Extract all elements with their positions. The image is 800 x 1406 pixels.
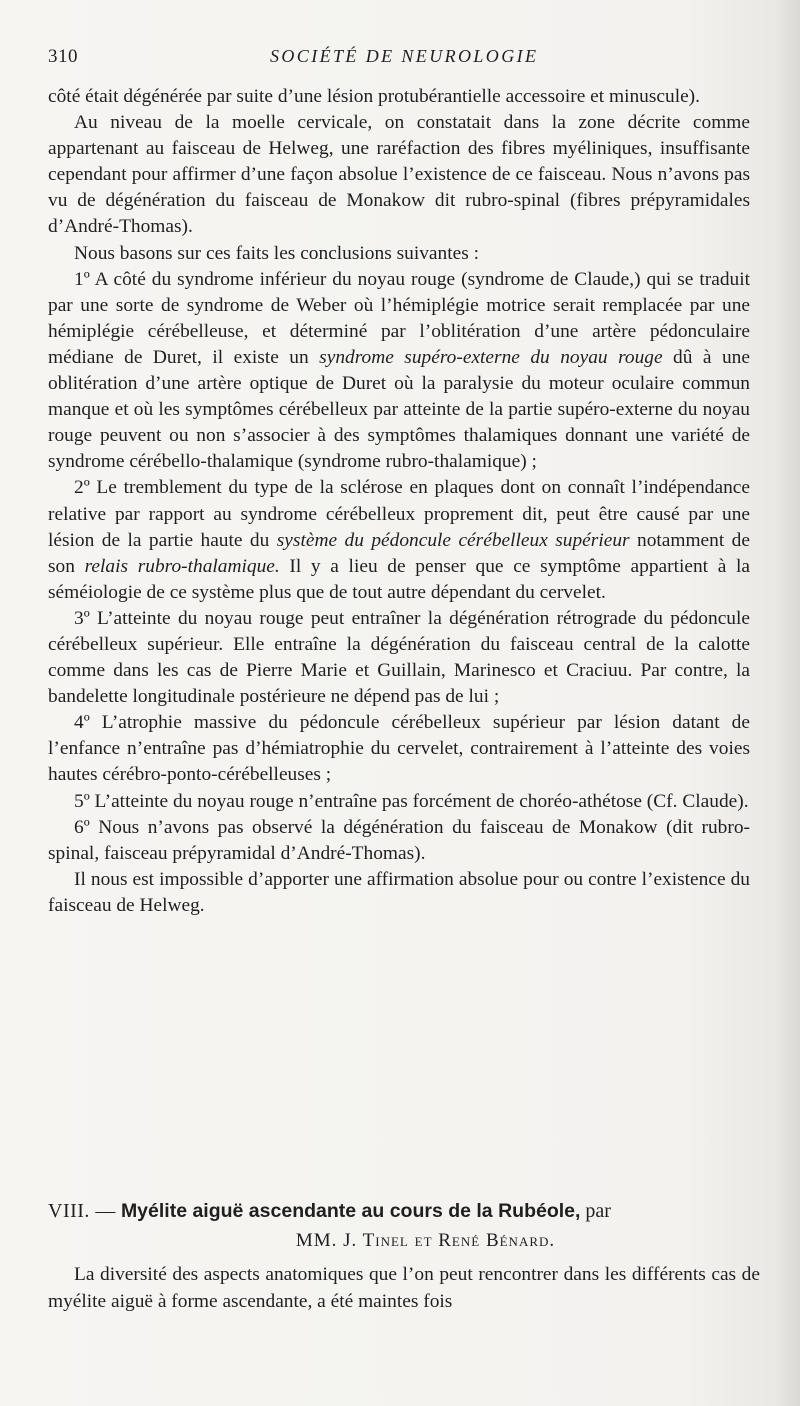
conclusion-6: 6º Nous n’avons pas observé la dégénération du faisceau de Monakow (dit rubro-spinal, faisceau prépyramidal d’André-Thomas).: [48, 816, 750, 864]
conclusion-4: 4º L’atrophie massive du pédoncule cérébelleux supérieur par lésion datant de l’enfance n’entraîne pas d’hémiatrophie du cervelet, contrairement à l’atteinte des voies hautes cérébro-ponto-cérébelleuses ;: [48, 712, 750, 786]
conclusion-1: [48, 267, 750, 476]
conclusion-1-italic: syndrome supéro-externe du noyau rouge: [319, 346, 663, 368]
conclusion-2-italic: système du pédoncule cérébelleux supérieur: [276, 529, 630, 551]
conclusion-2-italic-relais: relais rubro-thalamique.: [84, 555, 280, 577]
section-number: VIII. —: [48, 1200, 116, 1222]
section-authors: MM. J. Tinel et René Bénard.: [295, 1230, 556, 1251]
section-title-line: [48, 1196, 763, 1226]
paragraph: Au niveau de la moelle cervicale, on constatait dans la zone décrite comme appartenant au faisceau de Helweg, une raréfaction des fibres myéliniques, insuffisante cependant pour affirmer d’une façon absolue l’existence de ce faisceau. Nous n’avons pas vu de dégénération du faisceau de Monakow dit rubro-spinal (fibres prépyramidales d’André-Thomas).: [48, 112, 750, 238]
paragraph: Nous basons sur ces faits les conclusions suivantes :: [74, 242, 479, 264]
conclusion-1-text: 1º A côté du syndrome inférieur du noyau rouge (syndrome de Claude,) qui se traduit par une sorte de syndrome de Weber où l’hémiplégie motrice serait remplacée par une hémiplégie cérébelleuse, et déterminé par l’oblitération d’une artère pédonculaire médiane de Duret, il existe un: [48, 268, 750, 368]
conclusion-2: [48, 475, 750, 605]
conclusion-5: 5º L’atteinte du noyau rouge n’entraîne pas forcément de choréo-athétose (Cf. Claude).: [74, 790, 749, 812]
conclusion-2-mid: notamment de son: [48, 529, 750, 577]
conclusion-2-text-end: Il y a lieu de penser que ce symptôme appartient à la séméiologie de ce système plus que de tout autre dépendant du cervelet.: [48, 555, 750, 603]
body-text: [48, 84, 750, 919]
running-title: SOCIÉTÉ DE NEUROLOGIE: [270, 46, 539, 66]
section-title: Myélite aiguë ascendante au cours de la Rubéole,: [120, 1200, 581, 1222]
closing-text: [48, 1262, 760, 1315]
final-statement: Il nous est impossible d’apporter une affirmation absolue pour ou contre l’existence du faisceau de Helweg.: [48, 868, 750, 916]
page-number: 310: [48, 46, 78, 67]
conclusion-1-text-end: dû à une oblitération d’une artère optique de Duret où la paralysie du moteur oculaire commun manque et où les symptômes cérébelleux par atteinte de la partie supéro-externe du noyau rouge peuvent ou non s’associer à des symptômes thalamiques donnant une variété de syndrome cérébello-thalamique (syndrome rubro-thalamique) ;: [48, 346, 750, 473]
section-heading: [48, 1196, 763, 1256]
section-by: par: [585, 1200, 611, 1222]
page-header: [48, 46, 748, 76]
paragraph: La diversité des aspects anatomiques que l’on peut rencontrer dans les différents cas de myélite aiguë à forme ascendante, a été maintes fois: [48, 1264, 760, 1312]
conclusion-3: 3º L’atteinte du noyau rouge peut entraîner la dégénération rétrograde du pédoncule cérébelleux supérieur. Elle entraîne la dégénération du faisceau central de la calotte comme dans les cas de Pierre Marie et Guillain, Marinesco et Craciuu. Par contre, la bandelette longitudinale postérieure ne dépend pas de lui ;: [48, 607, 750, 708]
conclusion-2-text: 2º Le tremblement du type de la sclérose en plaques dont on connaît l’indépendance relative par rapport au syndrome cérébelleux proprement dit, peut être causé par une lésion de la partie haute du: [48, 477, 750, 551]
paragraph: côté était dégénérée par suite d’une lésion protubérantielle accessoire et minuscule).: [48, 86, 700, 107]
